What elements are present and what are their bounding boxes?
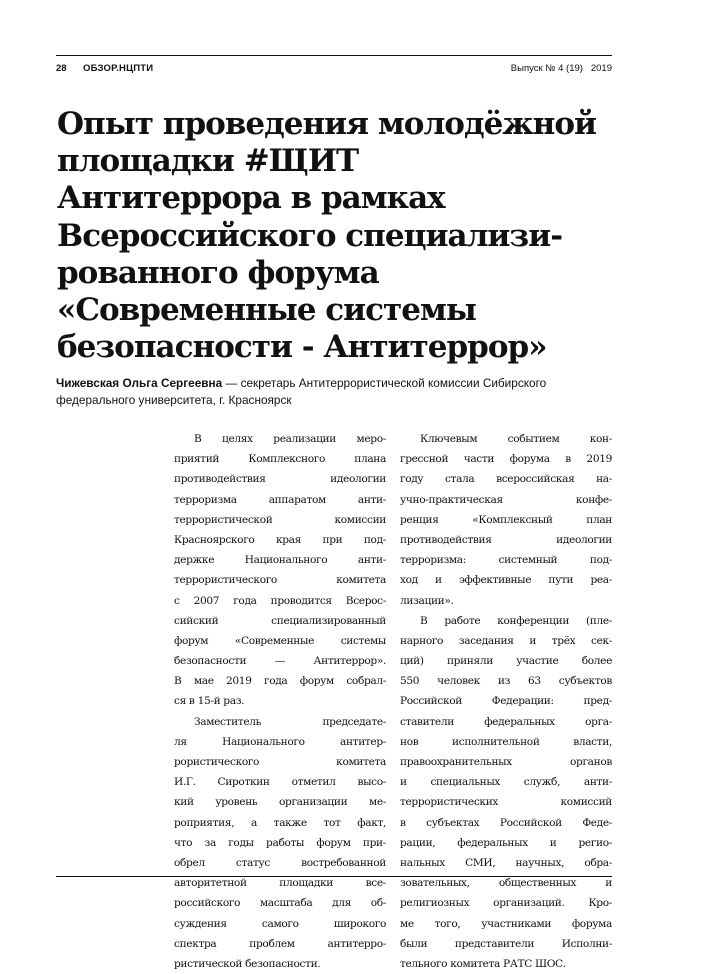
left-column: [174, 429, 386, 974]
text-line: ренция «Комплексный план: [400, 513, 612, 526]
author-affiliation-cont: федерального университета, г. Красноярск: [56, 392, 292, 407]
text-line: В работе конференции (пле-: [420, 614, 612, 627]
text-line: учно-практическая конфе-: [400, 493, 612, 506]
text-line: спектра проблем антитерро-: [174, 937, 386, 950]
text-line: террористических комиссий: [400, 796, 612, 809]
text-line: 550 человек из 63 субъектов: [400, 675, 612, 688]
right-column: [400, 429, 612, 974]
header-rule: [56, 55, 612, 56]
text-line: ме того, участниками форума: [400, 917, 612, 930]
author-byline: [56, 375, 616, 408]
text-line: российского масштаба для об-: [174, 897, 386, 910]
text-line: и специальных служб, анти-: [400, 776, 612, 789]
text-line: противодействия идеологии: [174, 473, 386, 486]
article-title: [57, 106, 637, 366]
page-header: [56, 62, 612, 76]
text-line: зовательных, общественных и: [400, 877, 612, 890]
text-line: И.Г. Сироткин отметил высо-: [174, 776, 386, 789]
text-line: Заместитель председате-: [194, 715, 386, 728]
text-line: сийский специализированный: [174, 614, 386, 627]
title-line: Антитеррора в рамках: [57, 180, 445, 217]
author-name: Чижевская Ольга Сергеевна: [56, 376, 223, 390]
title-line: «Современные системы: [57, 292, 476, 329]
text-line: ся в 15-й раз.: [174, 695, 245, 708]
page-number: 28: [56, 63, 67, 74]
text-line: Российской Федерации: пред-: [400, 695, 612, 708]
footer-rule: [56, 876, 612, 877]
text-line: В мае 2019 года форум собрал-: [174, 675, 386, 688]
text-line: держке Национального анти-: [174, 554, 386, 567]
text-line: форум «Современные системы: [174, 634, 386, 647]
text-line: В целях реализации меро-: [194, 433, 386, 445]
text-line: нарного заседания и трёх сек-: [400, 634, 612, 647]
text-line: безопасности — Антитеррор».: [174, 655, 386, 668]
text-line: террористической комиссии: [174, 513, 386, 526]
text-line: терроризма аппаратом анти-: [174, 493, 386, 506]
issue-info: Выпуск № 4 (19) 2019: [510, 63, 612, 74]
title-line: Всероссийского специализи-: [57, 217, 563, 254]
text-line: противодействия идеологии: [400, 533, 612, 546]
text-line: роприятия, а также тот факт,: [174, 816, 386, 829]
text-line: в субъектах Российской Феде-: [400, 816, 612, 829]
text-line: грессной части форума в 2019: [400, 453, 612, 466]
title-line: Опыт проведения молодёжной: [57, 106, 597, 142]
text-line: обрел статус востребованной: [174, 856, 386, 869]
text-line: ля Национального антитер-: [174, 735, 386, 748]
text-line: авторитетной площадки все-: [174, 877, 386, 890]
text-line: тельного комитета РАТС ШОС.: [400, 957, 566, 970]
text-line: нов исполнительной власти,: [400, 735, 612, 748]
text-line: что за годы работы форум при-: [174, 836, 386, 849]
text-line: были представители Исполни-: [400, 937, 612, 950]
text-line: правоохранительных органов: [400, 756, 612, 768]
text-line: религиозных организаций. Кро-: [400, 897, 612, 910]
text-line: ставители федеральных орга-: [400, 715, 612, 728]
text-line: рористического комитета: [174, 756, 386, 768]
text-line: году стала всероссийская на-: [400, 473, 612, 486]
text-line: ход и эффективные пути реа-: [400, 574, 612, 587]
text-line: приятий Комплексного плана: [174, 453, 386, 466]
text-line: Ключевым событием кон-: [420, 433, 612, 445]
text-line: ций) приняли участие более: [400, 655, 612, 668]
text-line: террористического комитета: [174, 574, 386, 587]
title-line: безопасности - Антитеррор»: [57, 329, 547, 366]
text-line: суждения самого широкого: [174, 917, 386, 930]
text-line: рации, федеральных и регио-: [400, 836, 612, 849]
text-line: с 2007 года проводится Всерос-: [174, 594, 386, 607]
text-line: кий уровень организации ме-: [174, 796, 386, 809]
text-line: Красноярского края при под-: [174, 533, 386, 546]
journal-name: ОБЗОР.НЦПТИ: [83, 63, 154, 74]
text-line: лизации».: [400, 594, 454, 607]
text-line: ристической безопасности.: [174, 957, 321, 970]
text-line: терроризма: системный под-: [400, 554, 612, 567]
title-line: рованного форума: [57, 254, 379, 291]
text-line: нальных СМИ, научных, обра-: [400, 856, 612, 869]
author-affiliation: — секретарь Антитеррористической комиссии Сибирского: [222, 376, 547, 390]
title-line: площадки #ЩИТ: [57, 143, 359, 180]
